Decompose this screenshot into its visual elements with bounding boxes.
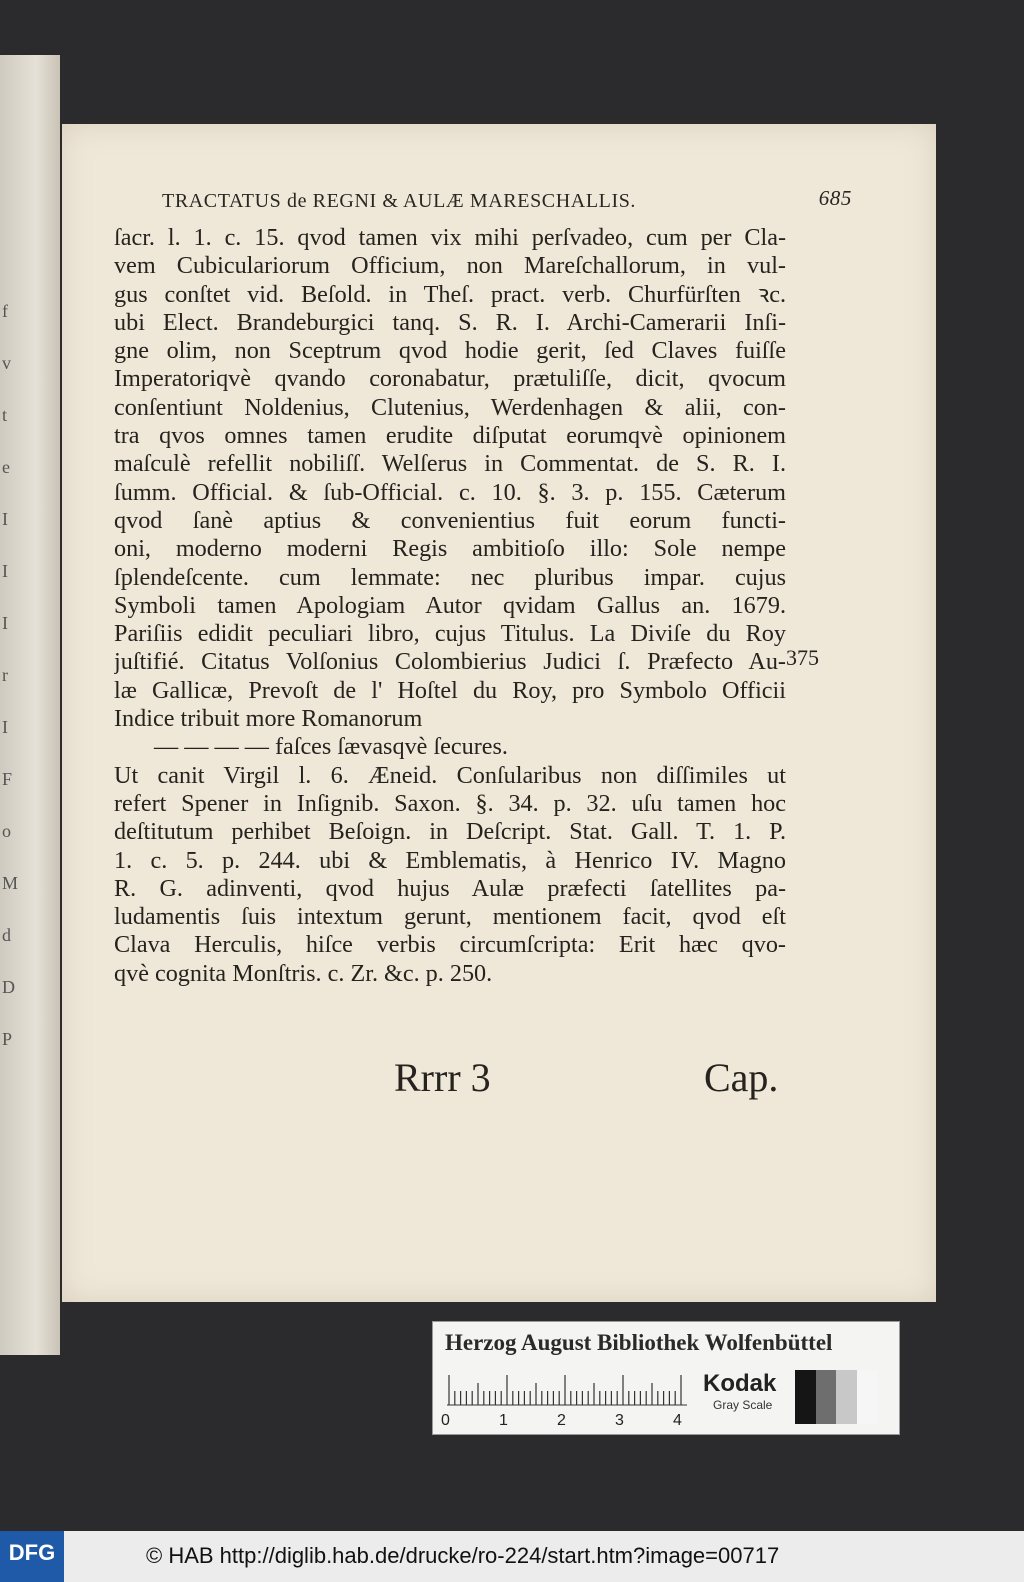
- ruler-label: 1: [499, 1412, 508, 1429]
- previous-page-letter: v: [2, 353, 11, 373]
- text-line: ſacr. l. 1. c. 15. qvod tamen vix mihi perſvadeo, cum per Cla-: [114, 224, 786, 251]
- text-line: refert Spener in Inſignib. Saxon. §. 34. p. 32. uſu tamen hoc: [114, 789, 786, 817]
- previous-page-letter: I: [2, 717, 8, 737]
- library-name: Herzog August Bibliothek Wolfenbüttel: [445, 1330, 833, 1355]
- text-line: Ut canit Virgil l. 6. Æneid. Conſularibus non diſſimiles ut: [114, 761, 786, 789]
- previous-page-edge: [0, 55, 60, 1355]
- dfg-logo: DFG: [0, 1531, 64, 1582]
- text-line: gne olim, non Sceptrum qvod hodie gerit, ſed Claves fuiſſe: [114, 337, 786, 365]
- previous-page-letter: t: [2, 405, 8, 425]
- gray-scale-swatches: [795, 1370, 877, 1424]
- ruler-label: 0: [441, 1412, 450, 1429]
- text-line: gus conſtet vid. Beſold. in Theſ. pract. verb. Churfürſten ꝛc.: [114, 280, 786, 308]
- text-line: 1. c. 5. p. 244. ubi & Emblematis, à Henrico IV. Magno: [114, 846, 786, 874]
- margin-note: 375: [786, 645, 819, 670]
- text-line: maſculè refellit nobiliſſ. Welſerus in Commentat. de S. R. I.: [114, 450, 786, 478]
- footer-bar: [0, 1531, 1024, 1582]
- previous-page-letter: M: [2, 873, 19, 893]
- previous-page-letter: D: [2, 977, 15, 997]
- text-line: R. G. adinventi, qvod hujus Aulæ præfecti ſatellites pa-: [114, 874, 786, 902]
- previous-page-letter: P: [2, 1029, 13, 1049]
- previous-page-letter: I: [2, 509, 8, 529]
- previous-page-letter: r: [2, 665, 8, 685]
- page-number: 685: [818, 186, 852, 210]
- text-line: deſtitutum perhibet Beſoign. in Deſcript. Stat. Gall. T. 1. P.: [114, 818, 786, 846]
- running-head-title: TRACTATUS de REGNI & AULÆ MARESCHALLIS.: [162, 190, 637, 212]
- previous-page-letter: I: [2, 561, 8, 581]
- swatch-black: [795, 1370, 816, 1424]
- text-line: tra qvos omnes tamen erudite diſputat eorumqvè opinionem: [114, 422, 786, 450]
- text-line: — — — — faſces ſævasqvè ſecures.: [154, 733, 508, 761]
- previous-page-letter: f: [2, 301, 8, 321]
- ruler-labels: [441, 1412, 701, 1432]
- swatch-light-gray: [836, 1370, 857, 1424]
- swatch-dark-gray: [816, 1370, 837, 1424]
- text-line: juſtifié. Citatus Volſonius Colombierius Judici ſ. Præfecto Au-: [114, 648, 786, 676]
- text-line: Pariſiis edidit peculiari libro, cujus Titulus. La Diviſe du Roy: [114, 620, 786, 648]
- previous-page-letter: e: [2, 457, 10, 477]
- text-line: Symboli tamen Apologiam Autor qvidam Gallus an. 1679.: [114, 591, 786, 619]
- ruler-label: 4: [673, 1412, 682, 1429]
- text-line: qvè cognita Monſtris. c. Zr. &c. p. 250.: [114, 959, 493, 987]
- text-line: qvod ſanè aptius & convenientius fuit eorum functi-: [114, 506, 786, 534]
- text-line: ubi Elect. Brandeburgici tanq. S. R. I. Archi-Camerarii Inſi-: [114, 308, 786, 336]
- text-line: conſentiunt Noldenius, Clutenius, Werdenhagen & alii, con-: [114, 393, 786, 421]
- running-head: [162, 186, 852, 213]
- text-line: oni, moderno moderni Regis ambitioſo illo: Sole nempe: [114, 535, 786, 563]
- library-color-card: [432, 1321, 900, 1435]
- swatch-white: [857, 1370, 878, 1424]
- text-line: ſumm. Official. & ſub-Official. c. 10. §. 3. p. 155. Cæterum: [114, 478, 786, 506]
- signature-mark: Rrrr 3: [394, 1055, 491, 1100]
- scale-ruler: [447, 1372, 687, 1406]
- previous-page-letter: F: [2, 769, 13, 789]
- ruler-label: 2: [557, 1412, 566, 1429]
- text-line: Imperatoriqvè qvando coronabatur, prætuliſſe, dicit, qvocum: [114, 365, 786, 393]
- body-text: [114, 224, 786, 988]
- text-line: Indice tribuit more Romanorum: [114, 705, 423, 733]
- text-line: ludamentis ſuis intextum gerunt, mentionem facit, qvod eſt: [114, 903, 786, 931]
- text-line: vem Cubiculariorum Officium, non Mareſchallorum, in vul-: [114, 252, 786, 280]
- ruler-label: 3: [615, 1412, 624, 1429]
- book-page: [62, 124, 936, 1302]
- previous-page-letter: o: [2, 821, 11, 841]
- previous-page-letter: I: [2, 613, 8, 633]
- text-line: læ Gallicæ, Prevoſt de l' Hoſtel du Roy, pro Symbolo Officii: [114, 676, 786, 704]
- kodak-subtitle: Gray Scale: [713, 1398, 773, 1412]
- previous-page-letter: d: [2, 925, 11, 945]
- kodak-logo: Kodak: [703, 1370, 777, 1397]
- text-line: ſplendeſcente. cum lemmate: nec pluribus impar. cujus: [114, 563, 786, 591]
- catchword: Cap.: [704, 1055, 779, 1100]
- text-line: Clava Herculis, hiſce verbis circumſcripta: Erit hæc qvo-: [114, 931, 786, 959]
- copyright-link[interactable]: © HAB http://diglib.hab.de/drucke/ro-224/start.htm?image=00717: [146, 1543, 780, 1568]
- previous-page-letters: [2, 285, 22, 1065]
